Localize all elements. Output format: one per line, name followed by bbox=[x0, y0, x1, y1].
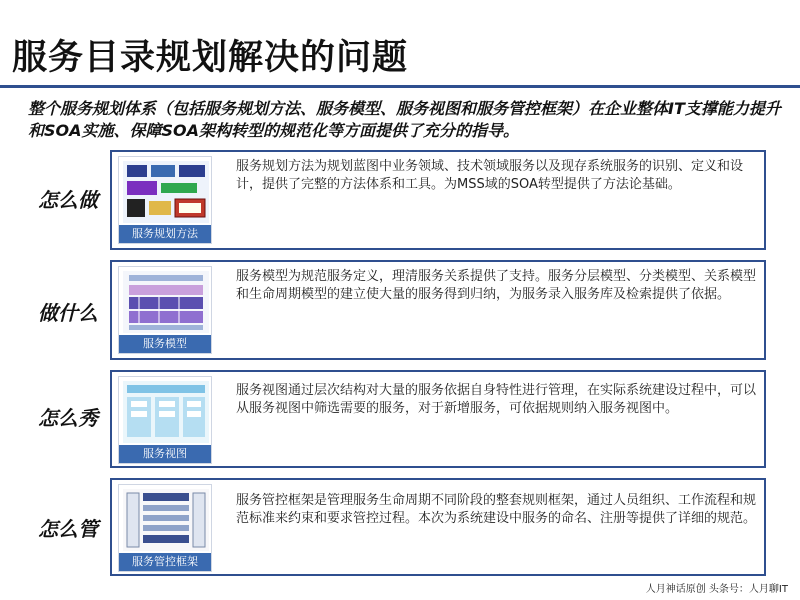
thumbnail-3 bbox=[118, 376, 212, 464]
thumbnail-1 bbox=[118, 156, 212, 244]
page-title: 服务目录规划解决的问题 bbox=[12, 38, 409, 78]
thumbnail-caption-1: 服务规划方法 bbox=[119, 225, 211, 243]
row-text-4: 服务管控框架是管理服务生命周期不同阶段的整套规则框架，通过人员组织、工作流程和规范标准来约束和要求管控过程。本次为系统建设中服务的命名、注册等提供了详细的规范。 bbox=[236, 493, 757, 526]
row-label-2: 做什么 bbox=[38, 301, 98, 325]
row-panel-4 bbox=[110, 478, 766, 576]
row-label-1: 怎么做 bbox=[38, 188, 98, 212]
thumbnail-caption-4: 服务管控框架 bbox=[119, 553, 211, 571]
thumbnail-caption-2: 服务模型 bbox=[119, 335, 211, 353]
title-rule bbox=[0, 85, 800, 88]
thumbnail-caption-3: 服务视图 bbox=[119, 445, 211, 463]
footer-credit: 人月神话原创 头条号：人月聊IT bbox=[645, 584, 788, 595]
diagram-thumbnail-1 bbox=[119, 157, 212, 227]
row-panel-2 bbox=[110, 260, 766, 360]
diagram-thumbnail-3 bbox=[119, 377, 212, 447]
row-panel-3 bbox=[110, 370, 766, 468]
row-label-3: 怎么秀 bbox=[38, 406, 98, 430]
row-label-4: 怎么管 bbox=[38, 517, 98, 541]
thumbnail-4 bbox=[118, 484, 212, 572]
row-text-1: 服务规划方法为规划蓝图中业务领域、技术领域服务以及现存系统服务的识别、定义和设计，提供了完整的方法体系和工具。为MSS域的SOA转型提供了方法论基础。 bbox=[236, 159, 744, 192]
row-panel-1 bbox=[110, 150, 766, 250]
row-text-2: 服务模型为规范服务定义，理清服务关系提供了支持。服务分层模型、分类模型、关系模型和生命周期模型的建立使大量的服务得到归纳，为服务录入服务库及检索提供了依据。 bbox=[236, 269, 757, 302]
thumbnail-2 bbox=[118, 266, 212, 354]
diagram-thumbnail-4 bbox=[119, 485, 212, 555]
subtitle: 整个服务规划体系（包括服务规划方法、服务模型、服务视图和服务管控框架）在企业整体IT支撑能力提升和SOA实施、保障SOA架构转型的规范化等方面提供了充分的指导。 bbox=[28, 99, 781, 140]
row-text-3: 服务视图通过层次结构对大量的服务依据自身特性进行管理，在实际系统建设过程中，可以从服务视图中筛选需要的服务，对于新增服务，可依据规则纳入服务视图中。 bbox=[236, 383, 757, 416]
diagram-thumbnail-2 bbox=[119, 267, 212, 337]
